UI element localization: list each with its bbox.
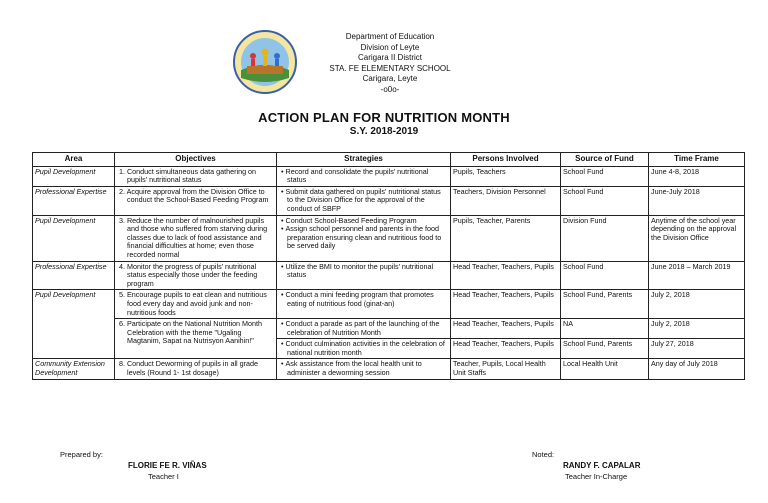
strategies-cell [277,319,451,339]
fund-cell: NA [561,319,649,339]
persons-cell: Head Teacher, Teachers, Pupils [451,290,561,319]
time-cell: Any day of July 2018 [649,359,745,379]
objective-cell [115,166,277,186]
noted-title: Teacher In-Charge [565,472,628,481]
school-seal-logo [233,30,297,94]
header-line: Carigara, Leyte [362,74,418,83]
prepared-by-label: Prepared by: [60,450,103,459]
objective-cell [115,359,277,379]
prepared-by-name: FLORIE FE R. VIÑAS [128,461,207,470]
time-cell: July 27, 2018 [649,339,745,359]
header-line: Division of Leyte [360,42,420,52]
area-cell: Professional Expertise [33,261,115,290]
fund-cell: School Fund, Parents [561,290,649,319]
strategies-cell [277,215,451,261]
strategy-item: • Utilize the BMI to monitor the pupils' nutritional status [281,261,434,280]
strategy-item: • Submit data gathered on pupils' nutritional status to the Division Office for the approval of the conduct of SBFP [281,186,441,213]
strategies-cell [277,339,451,359]
school-info [300,32,480,95]
fund-cell: School Fund [561,166,649,186]
table-row [33,166,745,186]
strategy-item: • Conduct culmination activities in the celebration of national nutrition month [281,339,445,357]
objective-cell [115,215,277,261]
objective-text: 5. Encourage pupils to eat clean and nutritious food every day and avoid junk and non-nutritious foods [119,290,267,317]
objective-text: 2. Acquire approval from the Division Office to conduct the School-Based Feeding Program [119,186,269,205]
objective-cell [115,261,277,290]
persons-cell: Head Teacher, Teachers, Pupils [451,319,561,339]
strategy-item: • Conduct a mini feeding program that promotes eating of nutritious food (ginat-an) [281,290,434,308]
strategies-cell [277,166,451,186]
strategy-item: • Conduct School-Based Feeding Program [281,215,417,225]
fund-cell: School Fund, Parents [561,339,649,359]
table-header-row [33,153,745,167]
document-header [0,20,768,100]
area-cell: Community Extension Development [33,359,115,379]
objective-text: 8. Conduct Deworming of pupils in all grade levels (Round 1- 1st dosage) [119,359,259,378]
action-plan-table [32,152,745,380]
header-line: -o0o- [380,84,400,94]
persons-cell: Head Teacher, Teachers, Pupils [451,261,561,290]
persons-cell: Teachers, Division Personnel [451,186,561,215]
noted-name: RANDY F. CAPALAR [563,461,641,470]
column-header: Strategies [277,153,451,167]
column-header: Source of Fund [561,153,649,167]
table-row [33,261,745,290]
area-cell: Professional Expertise [33,186,115,215]
area-cell: Pupil Development [33,290,115,359]
strategy-item: • Conduct a parade as part of the launching of the celebration of Nutrition Month [281,319,440,337]
objective-text: 1. Conduct simultaneous data gathering on pupils' nutritional status [119,166,257,185]
time-cell: July 2, 2018 [649,290,745,319]
time-cell: June 4-8, 2018 [649,166,745,186]
table-row [33,215,745,261]
strategies-cell [277,261,451,290]
strategies-cell [277,359,451,379]
objective-text: 3. Reduce the number of malnourished pupils and those who suffered from starving during classes due to lack of food assistance and financial difficulties at home; even those recorded normal [119,215,268,259]
column-header: Area [33,153,115,167]
page-subtitle: S.Y. 2018-2019 [349,126,419,137]
header-line: Department of Education [345,32,435,41]
strategies-cell [277,186,451,215]
time-cell: Anytime of the school year depending on the approval the Division Office [649,215,745,261]
page-title: ACTION PLAN FOR NUTRITION MONTH [258,110,510,125]
table-row [33,186,745,215]
column-header: Time Frame [649,153,745,167]
persons-cell: Teacher, Pupils, Local Health Unit Staffs [451,359,561,379]
strategy-item: • Record and consolidate the pupils' nutritional status [281,166,429,185]
table-row [33,319,745,339]
time-cell: July 2, 2018 [649,319,745,339]
fund-cell: School Fund [561,186,649,215]
noted-label: Noted: [532,450,555,459]
strategy-item: • Assign school personnel and parents in the food preparation ensuring clean and nutritious food to be served daily [281,224,442,251]
strategies-cell [277,290,451,319]
header-line: Carigara II District [357,53,422,62]
time-cell: June-July 2018 [649,186,745,215]
strategy-item: • Ask assistance from the local health unit to administer a deworming session [281,359,422,378]
prepared-by-title: Teacher I [148,472,179,481]
column-header: Persons Involved [451,153,561,167]
objective-cell [115,290,277,319]
time-cell: June 2018 – March 2019 [649,261,745,290]
area-cell: Pupil Development [33,166,115,186]
column-header: Objectives [115,153,277,167]
area-cell: Pupil Development [33,215,115,261]
objective-cell [115,186,277,215]
objective-text: 4. Monitor the progress of pupils' nutritional status especially those under the feeding program [119,261,258,288]
fund-cell: Local Health Unit [561,359,649,379]
fund-cell: Division Fund [561,215,649,261]
header-line: STA. FE ELEMENTARY SCHOOL [329,63,451,73]
objective-cell [115,319,277,359]
persons-cell: Pupils, Teacher, Parents [451,215,561,261]
table-row [33,359,745,379]
fund-cell: School Fund [561,261,649,290]
persons-cell: Pupils, Teachers [451,166,561,186]
objective-text: 6. Participate on the National Nutrition Month Celebration with the theme "Ugaling Magtanim, Sapat na Nutrisyon Aanihin!" [119,319,263,346]
table-row [33,290,745,319]
persons-cell: Head Teacher, Teachers, Pupils [451,339,561,359]
